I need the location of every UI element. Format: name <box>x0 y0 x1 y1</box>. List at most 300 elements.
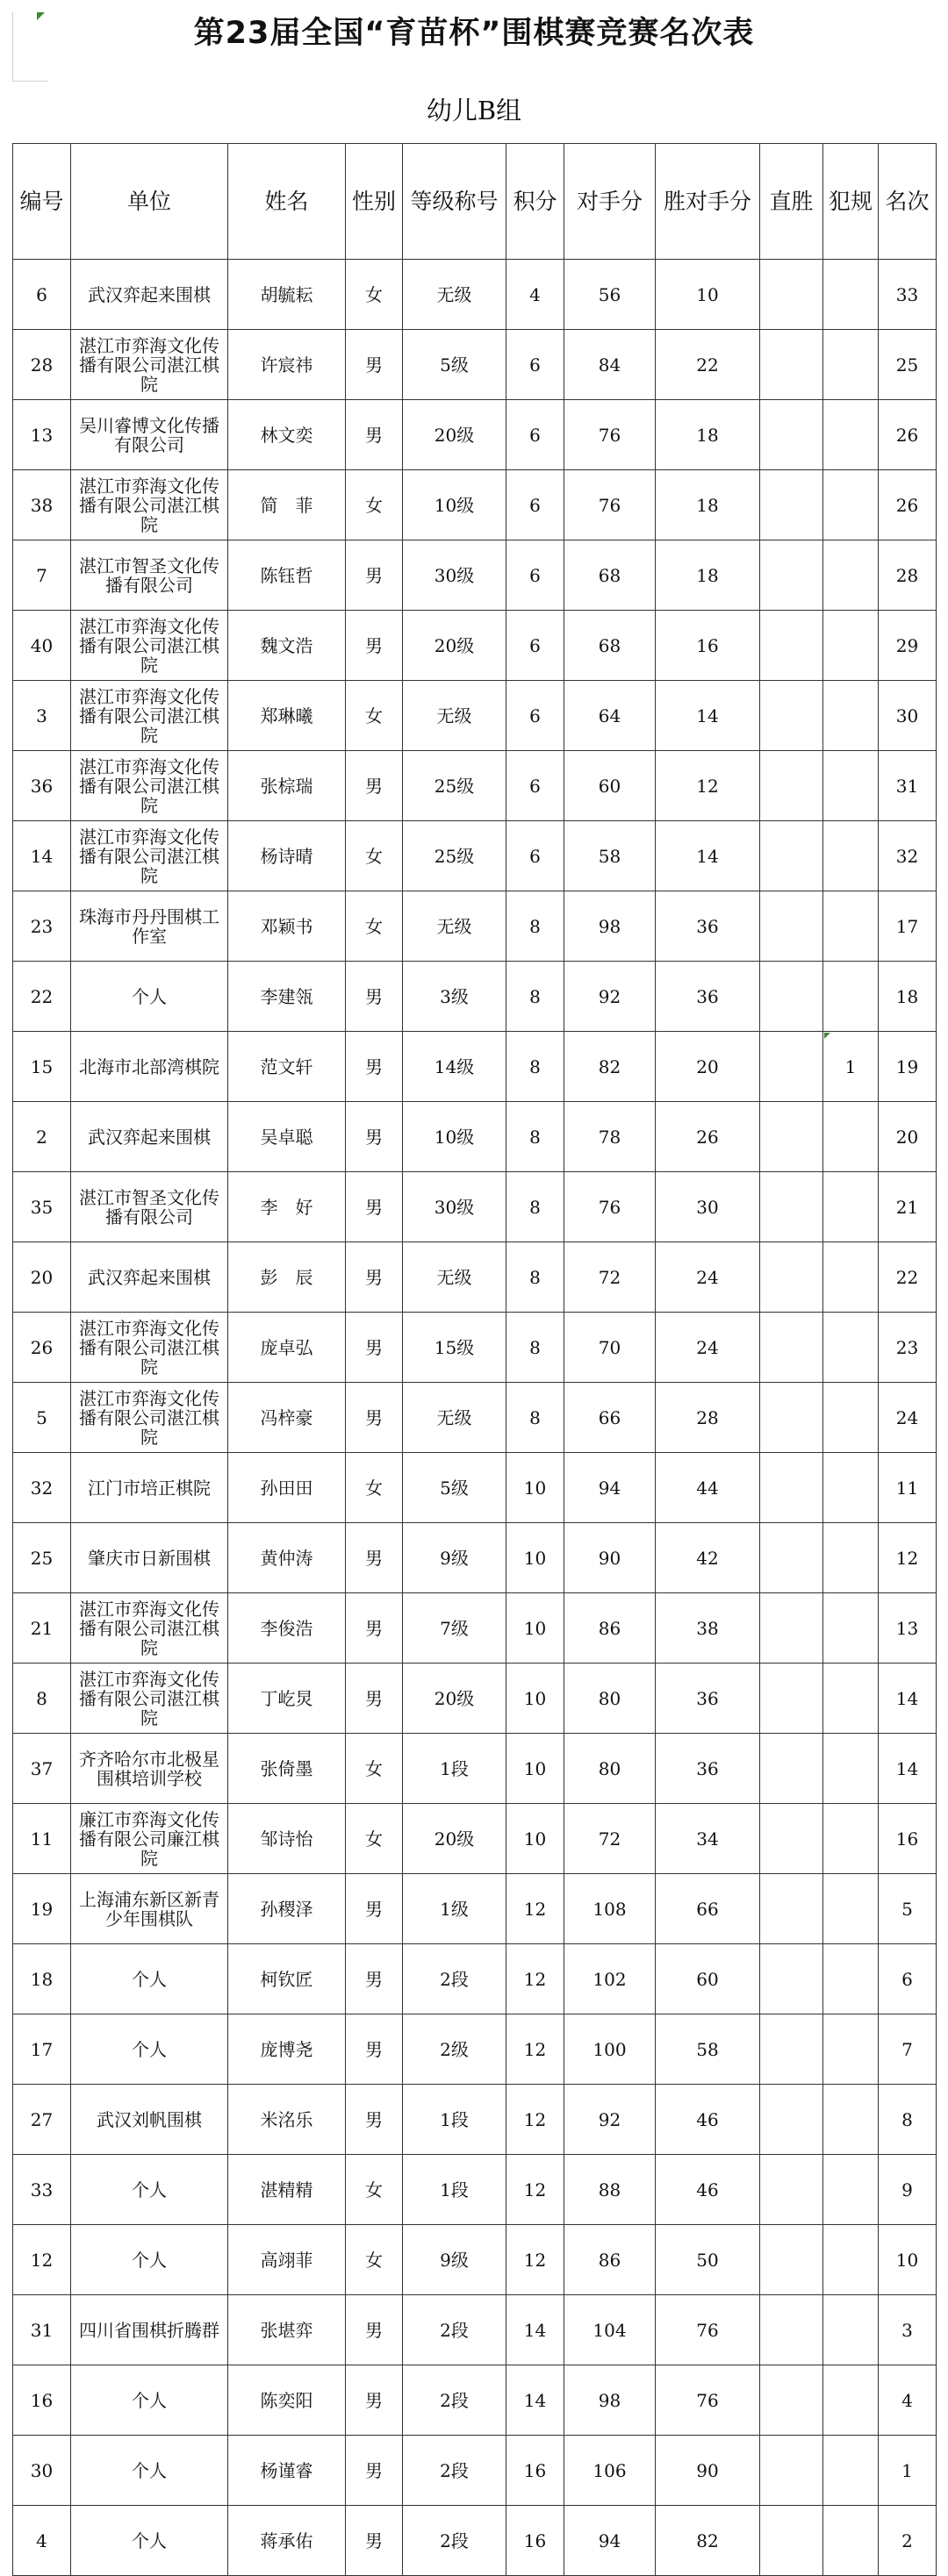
cell-number: 16 <box>13 2365 71 2436</box>
cell-foul <box>823 1523 879 1593</box>
cell-grade: 2段 <box>403 2365 506 2436</box>
unit-text: 珠海市丹丹围棋工作室 <box>79 906 219 946</box>
cell-number: 32 <box>13 1453 71 1523</box>
cell-points: 6 <box>506 540 564 611</box>
cell-name: 魏文浩 <box>228 611 346 681</box>
cell-unit <box>71 751 228 821</box>
cell-foul <box>823 1453 879 1523</box>
cell-unit <box>71 1523 228 1593</box>
cell-number: 13 <box>13 400 71 470</box>
cell-unit <box>71 2014 228 2085</box>
cell-win-opponent-score: 58 <box>656 2014 760 2085</box>
unit-text: 湛江市智圣文化传播有限公司 <box>79 1187 219 1227</box>
cell-foul <box>823 1313 879 1383</box>
cell-rank: 18 <box>879 962 937 1032</box>
cell-number: 11 <box>13 1804 71 1874</box>
cell-opponent-score: 64 <box>564 681 656 751</box>
cell-unit <box>71 821 228 891</box>
cell-direct-win <box>760 1453 823 1523</box>
cell-grade: 5级 <box>403 1453 506 1523</box>
table-row <box>13 611 937 681</box>
cell-unit <box>71 2225 228 2295</box>
col-header-win-opponent-score: 胜对手分 <box>656 144 760 260</box>
cell-gender: 女 <box>346 2225 403 2295</box>
table-row <box>13 1593 937 1664</box>
cell-rank: 5 <box>879 1874 937 1944</box>
cell-unit <box>71 2085 228 2155</box>
cell-direct-win <box>760 1102 823 1172</box>
cell-grade: 2段 <box>403 2436 506 2506</box>
cell-opponent-score: 60 <box>564 751 656 821</box>
cell-unit <box>71 1593 228 1664</box>
cell-opponent-score: 108 <box>564 1874 656 1944</box>
cell-opponent-score: 82 <box>564 1032 656 1102</box>
cell-gender: 男 <box>346 611 403 681</box>
cell-grade: 14级 <box>403 1032 506 1102</box>
cell-points: 10 <box>506 1664 564 1734</box>
cell-rank: 26 <box>879 470 937 540</box>
cell-gender: 男 <box>346 2295 403 2365</box>
cell-opponent-score: 70 <box>564 1313 656 1383</box>
cell-win-opponent-score: 28 <box>656 1383 760 1453</box>
cell-unit <box>71 2155 228 2225</box>
unit-text: 湛江市弈海文化传播有限公司湛江棋院 <box>79 1388 219 1447</box>
cell-direct-win <box>760 1242 823 1313</box>
cell-gender: 女 <box>346 821 403 891</box>
table-row <box>13 1804 937 1874</box>
cell-name: 黄仲涛 <box>228 1523 346 1593</box>
cell-number: 18 <box>13 1944 71 2014</box>
cell-win-opponent-score: 14 <box>656 821 760 891</box>
cell-unit <box>71 330 228 400</box>
cell-unit <box>71 1734 228 1804</box>
cell-foul <box>823 751 879 821</box>
cell-unit <box>71 1874 228 1944</box>
cell-number: 25 <box>13 1523 71 1593</box>
cell-name: 张倚墨 <box>228 1734 346 1804</box>
cell-rank: 9 <box>879 2155 937 2225</box>
cell-direct-win <box>760 540 823 611</box>
unit-text: 廉江市弈海文化传播有限公司廉江棋院 <box>79 1809 219 1868</box>
cell-direct-win <box>760 470 823 540</box>
cell-win-opponent-score: 12 <box>656 751 760 821</box>
cell-rank: 30 <box>879 681 937 751</box>
cell-foul <box>823 681 879 751</box>
cell-number: 15 <box>13 1032 71 1102</box>
cell-rank: 25 <box>879 330 937 400</box>
cell-rank: 14 <box>879 1664 937 1734</box>
cell-number: 21 <box>13 1593 71 1664</box>
cell-gender: 男 <box>346 962 403 1032</box>
cell-unit <box>71 1453 228 1523</box>
table-row <box>13 751 937 821</box>
cell-foul <box>823 2085 879 2155</box>
cell-foul <box>823 1383 879 1453</box>
col-header-rank: 名次 <box>879 144 937 260</box>
cell-unit <box>71 1944 228 2014</box>
cell-rank: 21 <box>879 1172 937 1242</box>
unit-text: 湛江市弈海文化传播有限公司湛江棋院 <box>79 686 219 745</box>
cell-unit <box>71 2365 228 2436</box>
cell-grade: 无级 <box>403 1242 506 1313</box>
unit-text: 湛江市弈海文化传播有限公司湛江棋院 <box>79 616 219 675</box>
cell-direct-win <box>760 1664 823 1734</box>
table-row <box>13 2436 937 2506</box>
col-header-foul: 犯规 <box>823 144 879 260</box>
cell-foul <box>823 540 879 611</box>
cell-grade: 20级 <box>403 1804 506 1874</box>
cell-foul <box>823 891 879 962</box>
cell-foul <box>823 1804 879 1874</box>
table-row <box>13 400 937 470</box>
unit-text: 个人 <box>132 2250 167 2270</box>
cell-points: 12 <box>506 2155 564 2225</box>
cell-gender: 男 <box>346 330 403 400</box>
cell-opponent-score: 84 <box>564 330 656 400</box>
cell-grade: 15级 <box>403 1313 506 1383</box>
cell-name: 陈钰哲 <box>228 540 346 611</box>
cell-win-opponent-score: 90 <box>656 2436 760 2506</box>
cell-unit <box>71 681 228 751</box>
cell-foul <box>823 2365 879 2436</box>
cell-number: 2 <box>13 1102 71 1172</box>
cell-number: 31 <box>13 2295 71 2365</box>
cell-direct-win <box>760 2436 823 2506</box>
cell-unit <box>71 891 228 962</box>
cell-direct-win <box>760 260 823 330</box>
cell-foul <box>823 962 879 1032</box>
cell-direct-win <box>760 2085 823 2155</box>
cell-rank: 7 <box>879 2014 937 2085</box>
cell-name: 林文奕 <box>228 400 346 470</box>
cell-grade: 20级 <box>403 400 506 470</box>
table-row <box>13 2506 937 2576</box>
cell-win-opponent-score: 20 <box>656 1032 760 1102</box>
cell-name: 庞卓弘 <box>228 1313 346 1383</box>
cell-direct-win <box>760 2155 823 2225</box>
cell-rank: 16 <box>879 1804 937 1874</box>
cell-gender: 男 <box>346 1032 403 1102</box>
cell-name: 李 好 <box>228 1172 346 1242</box>
cell-points: 8 <box>506 1172 564 1242</box>
cell-points: 4 <box>506 260 564 330</box>
cell-number: 23 <box>13 891 71 962</box>
unit-text: 上海浦东新区新青少年围棋队 <box>79 1889 219 1928</box>
table-row <box>13 1172 937 1242</box>
cell-points: 6 <box>506 751 564 821</box>
cell-win-opponent-score: 42 <box>656 1523 760 1593</box>
cell-rank: 17 <box>879 891 937 962</box>
cell-rank: 13 <box>879 1593 937 1664</box>
cell-grade: 10级 <box>403 1102 506 1172</box>
cell-points: 8 <box>506 1242 564 1313</box>
cell-number: 14 <box>13 821 71 891</box>
cell-win-opponent-score: 18 <box>656 470 760 540</box>
cell-foul <box>823 1734 879 1804</box>
cell-opponent-score: 80 <box>564 1664 656 1734</box>
table-row <box>13 470 937 540</box>
cell-opponent-score: 92 <box>564 2085 656 2155</box>
cell-gender: 女 <box>346 260 403 330</box>
cell-unit <box>71 470 228 540</box>
cell-direct-win <box>760 2014 823 2085</box>
cell-opponent-score: 76 <box>564 400 656 470</box>
cell-grade: 2级 <box>403 2014 506 2085</box>
cell-unit <box>71 2436 228 2506</box>
cell-win-opponent-score: 76 <box>656 2295 760 2365</box>
cell-number: 8 <box>13 1664 71 1734</box>
cell-direct-win <box>760 2225 823 2295</box>
cell-direct-win <box>760 611 823 681</box>
cell-points: 14 <box>506 2295 564 2365</box>
cell-win-opponent-score: 76 <box>656 2365 760 2436</box>
cell-opponent-score: 94 <box>564 1453 656 1523</box>
table-row <box>13 2014 937 2085</box>
cell-direct-win <box>760 400 823 470</box>
cell-points: 12 <box>506 2225 564 2295</box>
cell-gender: 女 <box>346 1734 403 1804</box>
unit-text: 湛江市弈海文化传播有限公司湛江棋院 <box>79 1318 219 1377</box>
cell-number: 4 <box>13 2506 71 2576</box>
unit-text: 武汉弈起来围棋 <box>88 284 211 304</box>
cell-gender: 女 <box>346 681 403 751</box>
cell-number: 6 <box>13 260 71 330</box>
cell-win-opponent-score: 60 <box>656 1944 760 2014</box>
cell-grade: 5级 <box>403 330 506 400</box>
cell-points: 8 <box>506 891 564 962</box>
cell-gender: 男 <box>346 2365 403 2436</box>
cell-direct-win <box>760 2506 823 2576</box>
cell-points: 8 <box>506 1383 564 1453</box>
cell-number: 3 <box>13 681 71 751</box>
cell-opponent-score: 68 <box>564 540 656 611</box>
cell-rank: 33 <box>879 260 937 330</box>
unit-text: 江门市培正棋院 <box>88 1478 211 1498</box>
cell-rank: 10 <box>879 2225 937 2295</box>
table-row <box>13 1734 937 1804</box>
cell-direct-win <box>760 1523 823 1593</box>
table-row <box>13 1523 937 1593</box>
cell-foul: 1 <box>823 1032 879 1102</box>
cell-number: 27 <box>13 2085 71 2155</box>
cell-direct-win <box>760 891 823 962</box>
cell-name: 简 菲 <box>228 470 346 540</box>
cell-opponent-score: 80 <box>564 1734 656 1804</box>
cell-opponent-score: 98 <box>564 2365 656 2436</box>
cell-opponent-score: 86 <box>564 1593 656 1664</box>
table-row <box>13 1664 937 1734</box>
cell-grade: 9级 <box>403 2225 506 2295</box>
cell-gender: 女 <box>346 1804 403 1874</box>
cell-opponent-score: 76 <box>564 1172 656 1242</box>
cell-direct-win <box>760 1593 823 1664</box>
cell-opponent-score: 56 <box>564 260 656 330</box>
cell-win-opponent-score: 16 <box>656 611 760 681</box>
table-row <box>13 1032 937 1102</box>
cell-direct-win <box>760 2295 823 2365</box>
unit-text: 湛江市弈海文化传播有限公司湛江棋院 <box>79 476 219 534</box>
comment-marker-icon <box>824 1033 830 1039</box>
cell-gender: 女 <box>346 470 403 540</box>
cell-rank: 23 <box>879 1313 937 1383</box>
unit-text: 北海市北部湾棋院 <box>79 1056 219 1077</box>
cell-foul <box>823 1242 879 1313</box>
table-row <box>13 891 937 962</box>
cell-win-opponent-score: 46 <box>656 2085 760 2155</box>
cell-win-opponent-score: 50 <box>656 2225 760 2295</box>
cell-direct-win <box>760 1172 823 1242</box>
cell-number: 30 <box>13 2436 71 2506</box>
cell-gender: 男 <box>346 400 403 470</box>
cell-gender: 男 <box>346 2014 403 2085</box>
cell-foul <box>823 1874 879 1944</box>
table-body <box>13 260 937 2576</box>
cell-unit <box>71 260 228 330</box>
cell-rank: 32 <box>879 821 937 891</box>
cell-win-opponent-score: 34 <box>656 1804 760 1874</box>
table-row <box>13 2155 937 2225</box>
cell-grade: 2段 <box>403 2506 506 2576</box>
cell-name: 孙田田 <box>228 1453 346 1523</box>
page-title: 第23届全国“育苗杯”围棋赛竞赛名次表 <box>193 16 755 51</box>
unit-text: 武汉刘帆围棋 <box>97 2109 202 2129</box>
cell-points: 8 <box>506 1032 564 1102</box>
cell-grade: 7级 <box>403 1593 506 1664</box>
cell-name: 陈奕阳 <box>228 2365 346 2436</box>
cell-name: 蒋承佑 <box>228 2506 346 2576</box>
cell-direct-win <box>760 2365 823 2436</box>
cell-grade: 无级 <box>403 1383 506 1453</box>
cell-opponent-score: 66 <box>564 1383 656 1453</box>
cell-grade: 1段 <box>403 2155 506 2225</box>
cell-rank: 1 <box>879 2436 937 2506</box>
cell-name: 杨谨睿 <box>228 2436 346 2506</box>
cell-points: 12 <box>506 1874 564 1944</box>
table-row <box>13 1453 937 1523</box>
cell-opponent-score: 102 <box>564 1944 656 2014</box>
cell-points: 6 <box>506 681 564 751</box>
cell-opponent-score: 90 <box>564 1523 656 1593</box>
cell-rank: 4 <box>879 2365 937 2436</box>
cell-rank: 19 <box>879 1032 937 1102</box>
unit-text: 湛江市弈海文化传播有限公司湛江棋院 <box>79 335 219 394</box>
cell-points: 16 <box>506 2506 564 2576</box>
cell-win-opponent-score: 38 <box>656 1593 760 1664</box>
table-row <box>13 540 937 611</box>
cell-name: 冯梓豪 <box>228 1383 346 1453</box>
cell-win-opponent-score: 44 <box>656 1453 760 1523</box>
unit-text: 湛江市弈海文化传播有限公司湛江棋院 <box>79 826 219 885</box>
cell-grade: 25级 <box>403 821 506 891</box>
cell-number: 37 <box>13 1734 71 1804</box>
cell-points: 14 <box>506 2365 564 2436</box>
cell-win-opponent-score: 22 <box>656 330 760 400</box>
cell-win-opponent-score: 36 <box>656 962 760 1032</box>
table-row <box>13 681 937 751</box>
cell-opponent-score: 104 <box>564 2295 656 2365</box>
table-row <box>13 2225 937 2295</box>
cell-direct-win <box>760 681 823 751</box>
cell-name: 柯钦匠 <box>228 1944 346 2014</box>
cell-foul <box>823 1172 879 1242</box>
cell-rank: 8 <box>879 2085 937 2155</box>
cell-name: 张棕瑞 <box>228 751 346 821</box>
cell-gender: 男 <box>346 2506 403 2576</box>
cell-name: 范文轩 <box>228 1032 346 1102</box>
cell-rank: 26 <box>879 400 937 470</box>
cell-points: 6 <box>506 821 564 891</box>
cell-unit <box>71 2295 228 2365</box>
cell-direct-win <box>760 962 823 1032</box>
cell-direct-win <box>760 1383 823 1453</box>
cell-gender: 男 <box>346 1172 403 1242</box>
cell-gender: 男 <box>346 1102 403 1172</box>
table-row <box>13 1383 937 1453</box>
cell-direct-win <box>760 1874 823 1944</box>
cell-number: 5 <box>13 1383 71 1453</box>
cell-grade: 无级 <box>403 260 506 330</box>
cell-rank: 12 <box>879 1523 937 1593</box>
cell-foul <box>823 611 879 681</box>
unit-text: 湛江市弈海文化传播有限公司湛江棋院 <box>79 756 219 815</box>
cell-grade: 1段 <box>403 2085 506 2155</box>
col-header-unit: 单位 <box>71 144 228 260</box>
col-header-name: 姓名 <box>228 144 346 260</box>
cell-number: 22 <box>13 962 71 1032</box>
cell-foul <box>823 821 879 891</box>
cell-opponent-score: 100 <box>564 2014 656 2085</box>
cell-unit <box>71 1172 228 1242</box>
cell-name: 吴卓聪 <box>228 1102 346 1172</box>
table-row <box>13 821 937 891</box>
cell-win-opponent-score: 66 <box>656 1874 760 1944</box>
col-header-opponent-score: 对手分 <box>564 144 656 260</box>
cell-number: 35 <box>13 1172 71 1242</box>
cell-points: 16 <box>506 2436 564 2506</box>
cell-rank: 28 <box>879 540 937 611</box>
col-header-grade: 等级称号 <box>403 144 506 260</box>
cell-points: 10 <box>506 1523 564 1593</box>
cell-direct-win <box>760 1313 823 1383</box>
cell-rank: 24 <box>879 1383 937 1453</box>
cell-gender: 女 <box>346 891 403 962</box>
cell-number: 7 <box>13 540 71 611</box>
table-row <box>13 330 937 400</box>
cell-rank: 22 <box>879 1242 937 1313</box>
cell-unit <box>71 611 228 681</box>
cell-grade: 10级 <box>403 470 506 540</box>
unit-text: 湛江市弈海文化传播有限公司湛江棋院 <box>79 1669 219 1728</box>
unit-text: 个人 <box>132 2530 167 2551</box>
cell-rank: 3 <box>879 2295 937 2365</box>
cell-name: 庞博尧 <box>228 2014 346 2085</box>
cell-win-opponent-score: 18 <box>656 400 760 470</box>
cell-number: 38 <box>13 470 71 540</box>
table-header-row <box>13 144 937 260</box>
col-header-direct-win: 直胜 <box>760 144 823 260</box>
cell-opponent-score: 76 <box>564 470 656 540</box>
cell-rank: 11 <box>879 1453 937 1523</box>
cell-grade: 30级 <box>403 540 506 611</box>
cell-points: 6 <box>506 400 564 470</box>
cell-points: 12 <box>506 2014 564 2085</box>
cell-win-opponent-score: 36 <box>656 1664 760 1734</box>
cell-gender: 男 <box>346 751 403 821</box>
unit-text: 个人 <box>132 986 167 1006</box>
unit-text: 肇庆市日新围棋 <box>88 1548 211 1568</box>
col-header-gender: 性别 <box>346 144 403 260</box>
cell-opponent-score: 72 <box>564 1242 656 1313</box>
